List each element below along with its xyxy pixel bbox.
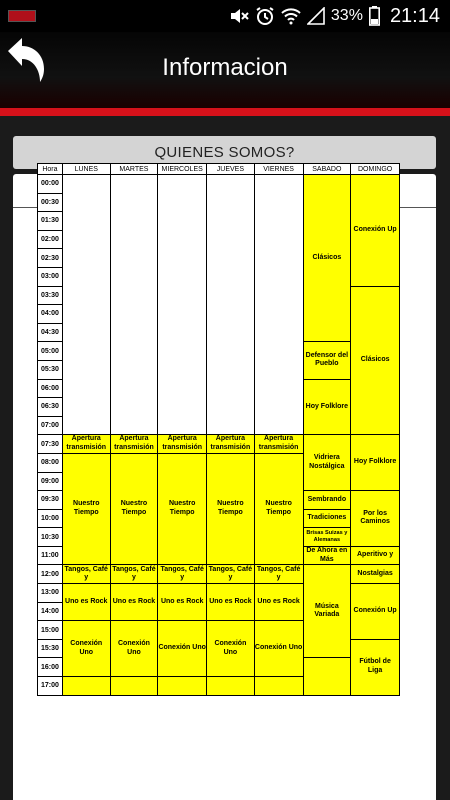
program-cell-jueves — [207, 677, 255, 696]
schedule-header-hora: Hora — [38, 164, 63, 175]
program-cell-sabado: Brisas Suizas y Alemanas — [303, 528, 351, 547]
program-cell-sabado: Hoy Folklore — [303, 379, 351, 435]
hour-label: 16:00 — [38, 658, 63, 677]
program-cell-lunes: Uno es Rock — [62, 584, 110, 621]
program-cell-martes: Conexión Uno — [110, 621, 158, 677]
schedule-empty-slot — [158, 175, 207, 435]
program-cell-miercoles: Uno es Rock — [158, 584, 207, 621]
program-cell-viernes: Apertura transmisión — [254, 435, 303, 454]
program-cell-miercoles: Nuestro Tiempo — [158, 453, 207, 565]
hour-label: 00:00 — [38, 175, 63, 194]
battery-icon — [369, 6, 380, 26]
program-cell-miercoles — [158, 677, 207, 696]
header-accent-stripe — [0, 108, 450, 116]
program-cell-jueves: Apertura transmisión — [207, 435, 255, 454]
program-cell-martes: Nuestro Tiempo — [110, 453, 158, 565]
schedule-row — [38, 175, 400, 194]
schedule-row — [38, 435, 400, 454]
hour-label: 09:00 — [38, 472, 63, 491]
hour-label: 01:30 — [38, 212, 63, 231]
hour-label: 13:00 — [38, 584, 63, 603]
program-cell-viernes: Uno es Rock — [254, 584, 303, 621]
wifi-icon — [281, 7, 301, 25]
schedule-empty-slot — [62, 175, 110, 435]
program-cell-lunes: Nuestro Tiempo — [62, 453, 110, 565]
hour-label: 05:00 — [38, 342, 63, 361]
program-cell-sabado: Música Variada — [303, 565, 351, 658]
program-cell-sabado: Sembrando — [303, 491, 351, 510]
hour-label: 02:30 — [38, 249, 63, 268]
program-cell-domingo: Por los Caminos — [351, 491, 400, 547]
program-cell-sabado — [303, 658, 351, 695]
page-title: Informacion — [162, 54, 288, 81]
hour-label: 15:30 — [38, 639, 63, 658]
program-cell-domingo: Hoy Folklore — [351, 435, 400, 491]
program-cell-lunes — [62, 677, 110, 696]
schedule-header-lunes: LUNES — [62, 164, 110, 175]
hour-label: 04:30 — [38, 323, 63, 342]
schedule-header-martes: MARTES — [110, 164, 158, 175]
hour-label: 15:00 — [38, 621, 63, 640]
schedule-header-sabado: SABADO — [303, 164, 351, 175]
program-cell-sabado: Clásicos — [303, 175, 351, 342]
schedule-header-miercoles: MIERCOLES — [158, 164, 207, 175]
program-cell-lunes: Conexión Uno — [62, 621, 110, 677]
schedule-grid — [37, 163, 400, 696]
program-cell-martes: Uno es Rock — [110, 584, 158, 621]
program-cell-domingo: Nostalgias — [351, 565, 400, 584]
program-cell-domingo: Aperitivo y — [351, 546, 400, 565]
program-cell-martes: Apertura transmisión — [110, 435, 158, 454]
hour-label: 02:00 — [38, 230, 63, 249]
hour-label: 11:00 — [38, 546, 63, 565]
program-cell-lunes: Tangos, Café y — [62, 565, 110, 584]
signal-icon — [307, 7, 325, 25]
hour-label: 05:30 — [38, 360, 63, 379]
app-bar — [0, 32, 450, 108]
schedule-empty-slot — [207, 175, 255, 435]
program-cell-jueves: Tangos, Café y — [207, 565, 255, 584]
program-cell-jueves: Nuestro Tiempo — [207, 453, 255, 565]
hour-label: 06:30 — [38, 398, 63, 417]
program-cell-miercoles: Conexión Uno — [158, 621, 207, 677]
program-cell-lunes: Apertura transmisión — [62, 435, 110, 454]
schedule-table — [37, 163, 400, 696]
clock: 21:14 — [389, 4, 440, 27]
hour-label: 04:00 — [38, 305, 63, 324]
status-bar — [0, 0, 450, 32]
hour-label: 03:30 — [38, 286, 63, 305]
hour-label: 10:30 — [38, 528, 63, 547]
program-cell-sabado: Tradiciones — [303, 509, 351, 528]
schedule-header-viernes: VIERNES — [254, 164, 303, 175]
program-cell-viernes: Conexión Uno — [254, 621, 303, 677]
schedule-row — [38, 565, 400, 584]
program-cell-martes: Tangos, Café y — [110, 565, 158, 584]
program-cell-domingo: Conexión Up — [351, 584, 400, 640]
program-cell-viernes: Tangos, Café y — [254, 565, 303, 584]
hour-label: 06:00 — [38, 379, 63, 398]
schedule-header-row — [38, 164, 400, 175]
hour-label: 08:00 — [38, 453, 63, 472]
schedule-empty-slot — [110, 175, 158, 435]
program-cell-viernes: Nuestro Tiempo — [254, 453, 303, 565]
schedule-header-jueves: JUEVES — [207, 164, 255, 175]
hour-label: 09:30 — [38, 491, 63, 510]
hour-label: 07:00 — [38, 416, 63, 435]
program-cell-miercoles: Tangos, Café y — [158, 565, 207, 584]
schedule-header-domingo: DOMINGO — [351, 164, 400, 175]
program-cell-sabado: Vidriera Nostálgica — [303, 435, 351, 491]
program-cell-domingo: Clásicos — [351, 286, 400, 435]
battery-percent: 33% — [330, 7, 363, 24]
program-cell-jueves: Uno es Rock — [207, 584, 255, 621]
hour-label: 00:30 — [38, 193, 63, 212]
quienes-somos-button[interactable]: QUIENES SOMOS? — [13, 136, 436, 169]
mute-icon — [229, 7, 249, 25]
hour-label: 07:30 — [38, 435, 63, 454]
alarm-icon — [255, 6, 275, 26]
schedule-empty-slot — [254, 175, 303, 435]
status-icons — [229, 3, 440, 29]
program-cell-sabado: De Ahora en Más — [303, 546, 351, 565]
program-cell-miercoles: Apertura transmisión — [158, 435, 207, 454]
hour-label: 10:00 — [38, 509, 63, 528]
program-cell-domingo: Conexión Up — [351, 175, 400, 287]
hour-label: 14:00 — [38, 602, 63, 621]
program-cell-martes — [110, 677, 158, 696]
hour-label: 12:00 — [38, 565, 63, 584]
program-cell-viernes — [254, 677, 303, 696]
hour-label: 17:00 — [38, 677, 63, 696]
hour-label: 03:00 — [38, 267, 63, 286]
app-logo-icon — [8, 10, 36, 22]
program-cell-jueves: Conexión Uno — [207, 621, 255, 677]
program-cell-sabado: Defensor del Pueblo — [303, 342, 351, 379]
program-cell-domingo: Fútbol de Liga — [351, 639, 400, 695]
